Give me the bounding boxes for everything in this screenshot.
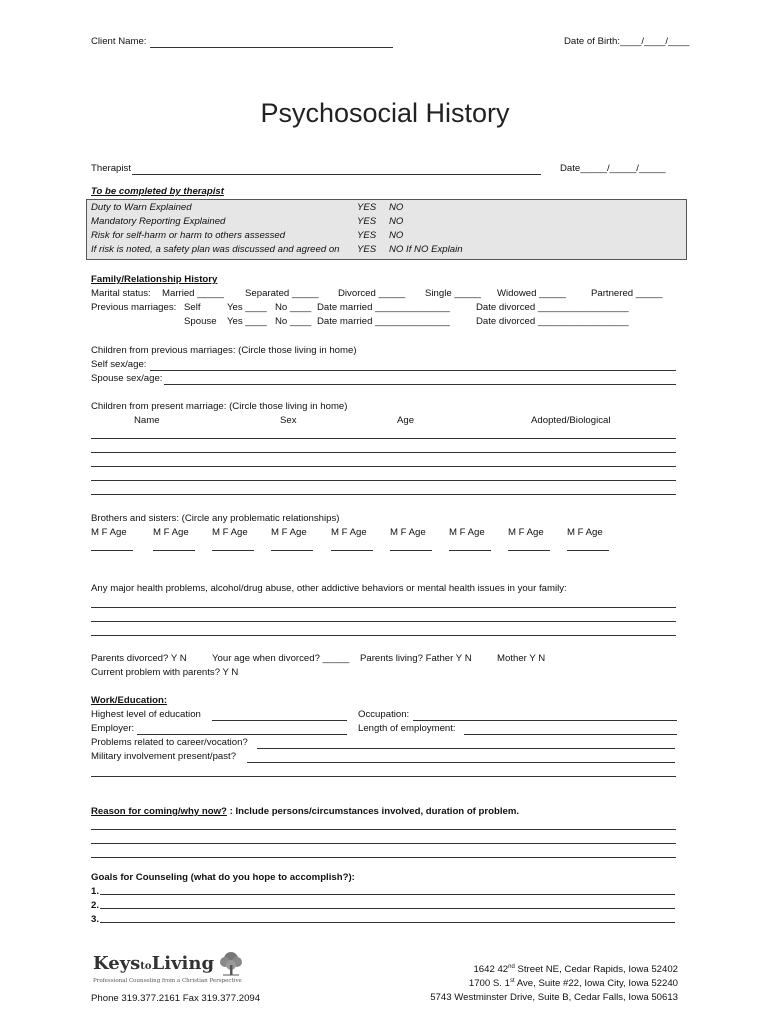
address-text: 1700 S. 1	[468, 978, 510, 990]
checklist-yes[interactable]: YES	[357, 230, 377, 241]
address-text: 1642 42	[473, 964, 509, 976]
goal-number: 2.	[91, 900, 100, 911]
therapist-date-label: Date_____/_____/_____	[560, 163, 666, 174]
logo-to-text: to	[140, 961, 152, 972]
checklist-no[interactable]: NO If NO Explain	[389, 244, 463, 255]
children-row-field[interactable]	[91, 494, 676, 495]
sibling-name-field[interactable]	[449, 550, 491, 551]
checklist-no[interactable]: NO	[389, 202, 404, 213]
keys-to-living-logo	[93, 953, 214, 974]
self-yes[interactable]: Yes ____	[227, 302, 267, 313]
previous-marriages-label: Previous marriages:	[91, 302, 177, 313]
family-health-field[interactable]	[91, 635, 676, 636]
spouse-yes[interactable]: Yes ____	[227, 316, 267, 327]
col-sex-header: Sex	[280, 415, 297, 426]
col-name-header: Name	[134, 415, 160, 426]
logo-tagline: Professional Counseling from a Christian Perspective	[93, 978, 242, 984]
separated-option[interactable]: Separated _____	[245, 288, 319, 299]
therapist-section-heading: To be completed by therapist	[91, 186, 224, 197]
children-row-field[interactable]	[91, 466, 676, 467]
children-previous-label: Children from previous marriages: (Circle those living in home)	[91, 345, 357, 356]
checklist-yes[interactable]: YES	[357, 202, 377, 213]
work-extra-field[interactable]	[91, 776, 676, 777]
family-health-field[interactable]	[91, 621, 676, 622]
occupation-label: Occupation:	[358, 709, 410, 720]
checklist-yes[interactable]: YES	[357, 244, 377, 255]
goal-number: 3.	[91, 914, 100, 925]
logo-living-text: Living	[151, 953, 215, 974]
parents-divorced-question[interactable]: Parents divorced? Y N	[91, 653, 187, 664]
col-adopted-header: Adopted/Biological	[531, 415, 611, 426]
goal-field[interactable]	[100, 922, 675, 923]
phone-fax: Phone 319.377.2161 Fax 319.377.2094	[91, 993, 261, 1004]
sibling-name-field[interactable]	[331, 550, 373, 551]
checklist-no[interactable]: NO	[389, 216, 404, 227]
therapist-label: Therapist	[91, 163, 131, 174]
address-text: Street NE, Cedar Rapids, Iowa 52402	[514, 964, 678, 976]
parents-living-question[interactable]: Parents living? Father Y N	[360, 653, 472, 664]
self-sex-age-label: Self sex/age:	[91, 359, 147, 370]
spouse-sex-age-field[interactable]	[164, 384, 676, 385]
spouse-date-divorced[interactable]: Date divorced _________________	[476, 316, 629, 327]
partnered-option[interactable]: Partnered _____	[591, 288, 663, 299]
employment-length-label: Length of employment:	[358, 723, 456, 734]
sibling-name-field[interactable]	[91, 550, 133, 551]
logo-keys-text: Keys	[93, 953, 141, 974]
sibling-mf-age[interactable]: M F Age	[271, 527, 307, 538]
client-name-field[interactable]	[150, 47, 393, 48]
siblings-label: Brothers and sisters: (Circle any problematic relationships)	[91, 513, 340, 524]
page-title: Psychosocial History	[260, 98, 510, 128]
career-problems-label: Problems related to career/vocation?	[91, 737, 248, 748]
employment-length-field[interactable]	[464, 734, 677, 735]
spouse-label: Spouse	[184, 316, 217, 327]
children-row-field[interactable]	[91, 438, 676, 439]
reason-field[interactable]	[91, 843, 676, 844]
checklist-label: If risk is noted, a safety plan was discussed and agreed on	[91, 244, 340, 255]
marital-status-label: Marital status:	[91, 288, 151, 299]
children-row-field[interactable]	[91, 480, 676, 481]
reason-subheading: : Include persons/circumstances involved, duration of problem.	[226, 806, 520, 817]
address-iowa-city	[469, 978, 678, 989]
sibling-name-field[interactable]	[271, 550, 313, 551]
mother-living-question[interactable]: Mother Y N	[497, 653, 546, 664]
work-education-heading: Work/Education:	[91, 695, 168, 706]
self-sex-age-field[interactable]	[150, 370, 676, 371]
sibling-mf-age[interactable]: M F Age	[567, 527, 603, 538]
children-present-label: Children from present marriage: (Circle those living in home)	[91, 401, 348, 412]
self-date-married[interactable]: Date married ______________	[317, 302, 450, 313]
goals-heading: Goals for Counseling (what do you hope to accomplish?):	[91, 872, 355, 883]
military-field[interactable]	[247, 762, 675, 763]
self-date-divorced[interactable]: Date divorced _________________	[476, 302, 629, 313]
education-field[interactable]	[212, 720, 347, 721]
family-health-field[interactable]	[91, 607, 676, 608]
goal-number: 1.	[91, 886, 100, 897]
employer-label: Employer:	[91, 723, 135, 734]
reason-field[interactable]	[91, 829, 676, 830]
address-superscript: nd	[508, 964, 515, 970]
single-option[interactable]: Single _____	[425, 288, 482, 299]
widowed-option[interactable]: Widowed _____	[497, 288, 566, 299]
checklist-label: Mandatory Reporting Explained	[91, 216, 226, 227]
spouse-no[interactable]: No ____	[275, 316, 312, 327]
reason-field[interactable]	[91, 857, 676, 858]
self-no[interactable]: No ____	[275, 302, 312, 313]
sibling-name-field[interactable]	[153, 550, 195, 551]
therapist-field[interactable]	[132, 174, 541, 175]
sibling-mf-age[interactable]: M F Age	[212, 527, 248, 538]
spouse-sex-age-label: Spouse sex/age:	[91, 373, 163, 384]
self-label: Self	[184, 302, 201, 313]
tree-icon	[217, 950, 245, 978]
education-label: Highest level of education	[91, 709, 201, 720]
goal-field[interactable]	[100, 894, 675, 895]
sibling-mf-age[interactable]: M F Age	[449, 527, 485, 538]
married-option[interactable]: Married _____	[162, 288, 224, 299]
children-row-field[interactable]	[91, 452, 676, 453]
sibling-name-field[interactable]	[567, 550, 609, 551]
reason-heading: Reason for coming/why now?	[91, 806, 227, 817]
date-of-birth-label: Date of Birth:____/____/____	[564, 36, 690, 47]
divorced-option[interactable]: Divorced _____	[338, 288, 406, 299]
family-heading: Family/Relationship History	[91, 274, 218, 285]
sibling-mf-age[interactable]: M F Age	[331, 527, 367, 538]
spouse-date-married[interactable]: Date married ______________	[317, 316, 450, 327]
checklist-label: Risk for self-harm or harm to others assessed	[91, 230, 286, 241]
address-superscript: st	[509, 978, 515, 984]
age-when-divorced-field[interactable]: Your age when divorced? _____	[212, 653, 350, 664]
sibling-name-field[interactable]	[508, 550, 550, 551]
career-problems-field[interactable]	[257, 748, 675, 749]
sibling-name-field[interactable]	[390, 550, 432, 551]
sibling-name-field[interactable]	[212, 550, 254, 551]
sibling-mf-age[interactable]: M F Age	[153, 527, 189, 538]
address-cedar-rapids	[473, 964, 678, 975]
sibling-mf-age[interactable]: M F Age	[91, 527, 127, 538]
current-problem-parents-question[interactable]: Current problem with parents? Y N	[91, 667, 239, 678]
goal-field[interactable]	[100, 908, 675, 909]
family-health-question: Any major health problems, alcohol/drug abuse, other addictive behaviors or mental health issues in your family:	[91, 583, 567, 594]
checklist-label: Duty to Warn Explained	[91, 202, 192, 213]
address-text: Ave, Suite #22, Iowa City, Iowa 52240	[514, 978, 678, 990]
col-age-header: Age	[397, 415, 415, 426]
client-name-label: Client Name:	[91, 36, 147, 47]
checklist-no[interactable]: NO	[389, 230, 404, 241]
military-label: Military involvement present/past?	[91, 751, 237, 762]
sibling-mf-age[interactable]: M F Age	[508, 527, 544, 538]
checklist-yes[interactable]: YES	[357, 216, 377, 227]
employer-field[interactable]	[137, 734, 347, 735]
reason-heading-row	[91, 806, 519, 817]
occupation-field[interactable]	[413, 720, 677, 721]
address-cedar-falls: 5743 Westminster Drive, Suite B, Cedar Falls, Iowa 50613	[430, 992, 678, 1003]
sibling-mf-age[interactable]: M F Age	[390, 527, 426, 538]
